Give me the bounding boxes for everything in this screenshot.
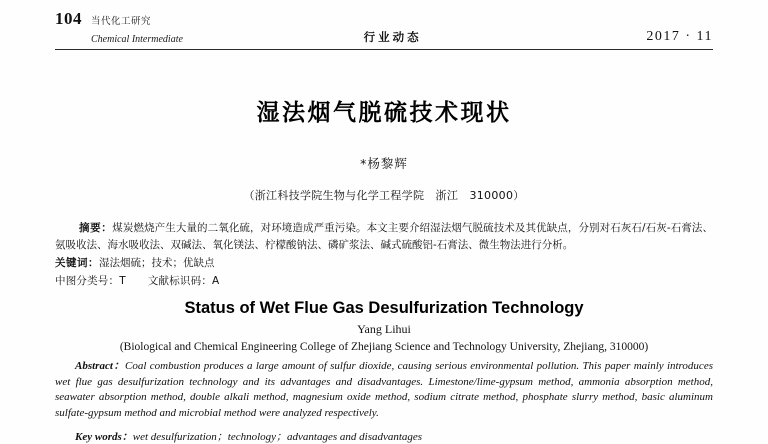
abstract-en-text: Coal combustion produces a large amount of sulfur dioxide, causing serious environmental pollution. This paper mainly introduces wet flue gas desulfurization technology and its advantages and disadvantages. Limestone/lime-gypsum method, ammonia absorption method, seawater absorption method, double alkali method, magnesium oxide method, sodium citrate method, phosphate slurry method, basic aluminum sulfate-gypsum method and microbial method were analyzed respectively.	[55, 360, 713, 419]
keywords-cn-label: 关键词：	[55, 257, 99, 269]
affiliation-en: (Biological and Chemical Engineering College of Zhejiang Science and Technology University, Zhejiang, 310000)	[119, 341, 649, 353]
abstract-cn	[55, 220, 713, 254]
clc-label: 中图分类号：	[55, 275, 120, 287]
page-number: 104	[55, 9, 82, 29]
keywords-en-text: wet desulfurization；technology；advantages and disadvantages	[132, 431, 423, 444]
chinese-abstract-block	[55, 220, 713, 290]
clc-value: T	[119, 275, 126, 287]
issue-label: 2017 · 11	[646, 29, 713, 44]
keywords-cn	[55, 255, 713, 272]
running-head	[55, 0, 713, 46]
affiliation-cn: （浙江科技学院生物与化学工程学院 浙江 310000）	[243, 189, 525, 202]
author-cn: *杨黎辉	[360, 156, 408, 171]
keywords-cn-text: 湿法烟硫；技术；优缺点	[99, 257, 215, 269]
english-abstract-block	[55, 359, 713, 421]
abstract-cn-label: 摘要：	[79, 222, 113, 234]
abstract-en	[55, 359, 713, 421]
author-en: Yang Lihui	[357, 322, 411, 336]
doc-code-label: 文献标识码：	[147, 275, 213, 287]
journal-name	[91, 11, 183, 46]
journal-name-cn: 当代化工研究	[91, 16, 152, 28]
abstract-cn-text: 煤炭燃烧产生大量的二氧化硫，对环境造成严重污染。本文主要介绍湿法烟气脱硫技术及其优缺点，分别对石灰石/石灰-石膏法、氨吸收法、海水吸收法、双碱法、氧化镁法、柠檬酸钠法、磷矿浆法、碱式硫酸铝-石膏法、微生物法进行分析。	[55, 222, 714, 251]
keywords-en	[55, 428, 713, 444]
abstract-en-label: Abstract：	[75, 360, 126, 372]
running-head-left	[55, 9, 183, 46]
journal-name-en: Chemical Intermediate	[91, 33, 183, 45]
header-divider	[55, 49, 713, 50]
doc-code-value: A	[212, 275, 220, 287]
section-title: 行业动态	[363, 30, 422, 44]
keywords-en-label: Key words：	[75, 431, 133, 444]
english-title: Status of Wet Flue Gas Desulfurization Technology	[184, 299, 584, 317]
page-title: 湿法烟气脱硫技术现状	[256, 100, 512, 126]
classification-line	[55, 273, 713, 290]
